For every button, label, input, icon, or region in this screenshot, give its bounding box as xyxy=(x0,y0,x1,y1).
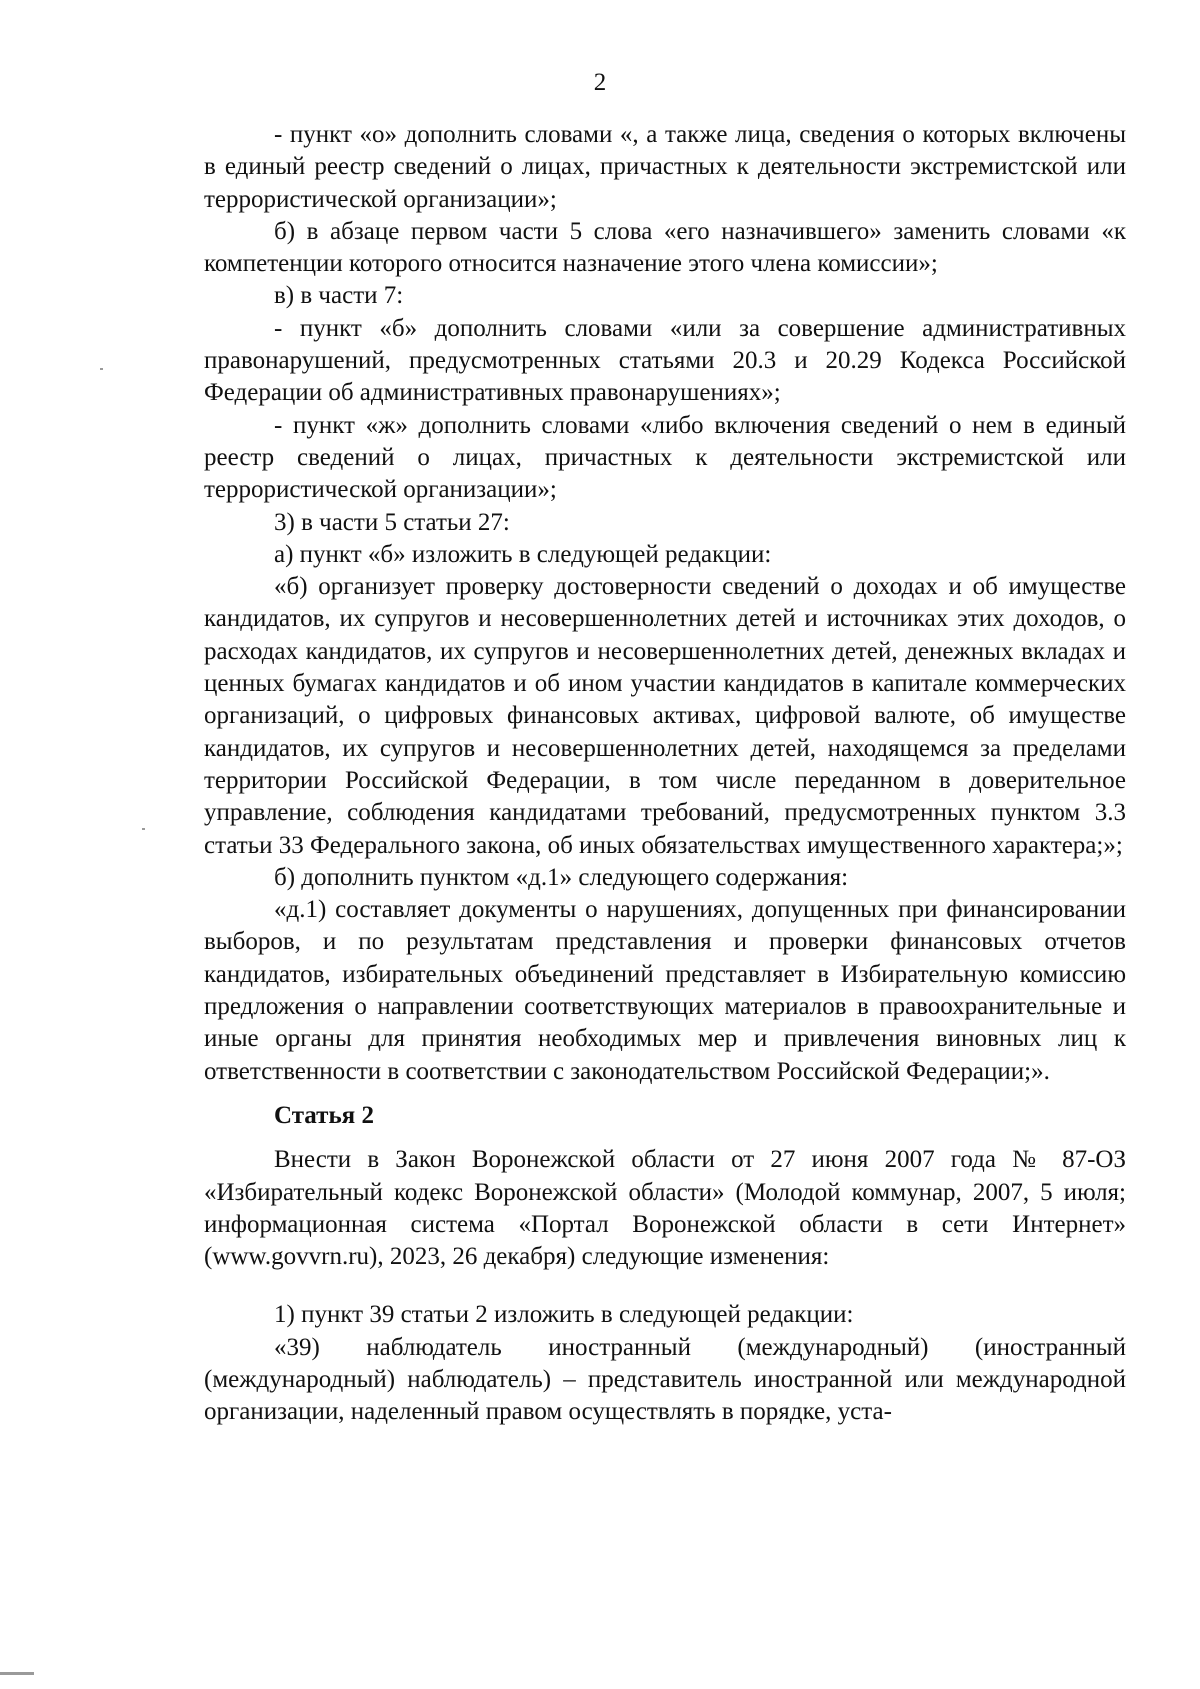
paragraph-amend-point-o: - пункт «о» дополнить словами «, а также лица, сведения о которых включены в единый реестр сведений о лицах, причастных к деятельности экстремистской или террористической организации»; xyxy=(204,121,1126,213)
scan-edge-mark xyxy=(0,1672,34,1675)
paragraph-add-point-d1: б) дополнить пунктом «д.1» следующего содержания: xyxy=(274,863,849,891)
paragraph-amend-point-zh: - пункт «ж» дополнить словами «либо включения сведений о нем в единый реестр сведений о лицах, причастных к деятельности экстремистской или террористической организации»; xyxy=(204,411,1126,504)
paragraph-point-b-redaction: а) пункт «б» изложить в следующей редакции: xyxy=(274,540,772,568)
paragraph-point-d1-text: «д.1) составляет документы о нарушениях, допущенных при финансировании выборов, и по результатам представления и проверки финансовых отчетов кандидатов, избирательных объединений представляет в Избирательную комиссию предложения о направлении соответствующих материалов в правоохранительные и иные органы для принятия необходимых мер и привлечения виновных лиц к ответственности в соответствии с законодательством Российской Федерации;». xyxy=(204,896,1126,1085)
paragraph-point-39-text: «39) наблюдатель иностранный (международный) (иностранный (международный) наблюдатель) – представитель иностранной или международной организации, наделенный правом осуществлять в порядке, уста- xyxy=(204,1333,1126,1426)
paragraph-amend-point-b: - пункт «б» дополнить словами «или за совершение административных правонарушений, предусмотренных статьями 20.3 и 20.29 Кодекса Российской Федерации об административных правонарушениях»; xyxy=(204,314,1126,407)
paragraph-article-2-intro: Внести в Закон Воронежской области от 27 июня 2007 года № 87-ОЗ «Избирательный кодекс Воронежской области» (Молодой коммунар, 2007, 5 июля; информационная система «Портал Воронежской области в сети Интернет» (www.govvrn.ru), 2023, 26 декабря) следующие изменения: xyxy=(204,1146,1126,1271)
paragraph-point-b-text: «б) организует проверку достоверности сведений о доходах и об имуществе кандидатов, их супругов и несовершеннолетних детей и источниках этих доходов, о расходах кандидатов, их супругов и несовершеннолетних детей, денежных вкладах и ценных бумагах кандидатов и об ином участии кандидатов в капитале коммерческих организаций, о цифровых финансовых активах, цифровой валюте, об имуществе кандидатов, их супругов и несовершеннолетних детей, находящемся за пределами территории Российской Федерации, в том числе переданном в доверительное управление, соблюдения кандидатами требований, предусмотренных пунктом 3.3 статьи 33 Федерального закона, об иных обязательствах имущественного характера;»; xyxy=(204,573,1126,859)
paragraph-part-7: в) в части 7: xyxy=(274,282,404,310)
scan-speck xyxy=(100,368,103,370)
paragraph-part-5-change: б) в абзаце первом части 5 слова «его назначившего» заменить словами «к компетенции которого относится назначение этого члена комиссии»; xyxy=(204,217,1126,278)
paragraph-article-27: 3) в части 5 статьи 27: xyxy=(274,508,510,536)
paragraph-point-39: 1) пункт 39 статьи 2 изложить в следующей редакции: xyxy=(274,1301,854,1329)
scan-speck xyxy=(142,828,145,830)
document-body xyxy=(204,119,1126,1429)
article-heading: Статья 2 xyxy=(274,1101,374,1129)
page-number: 2 xyxy=(593,69,607,96)
